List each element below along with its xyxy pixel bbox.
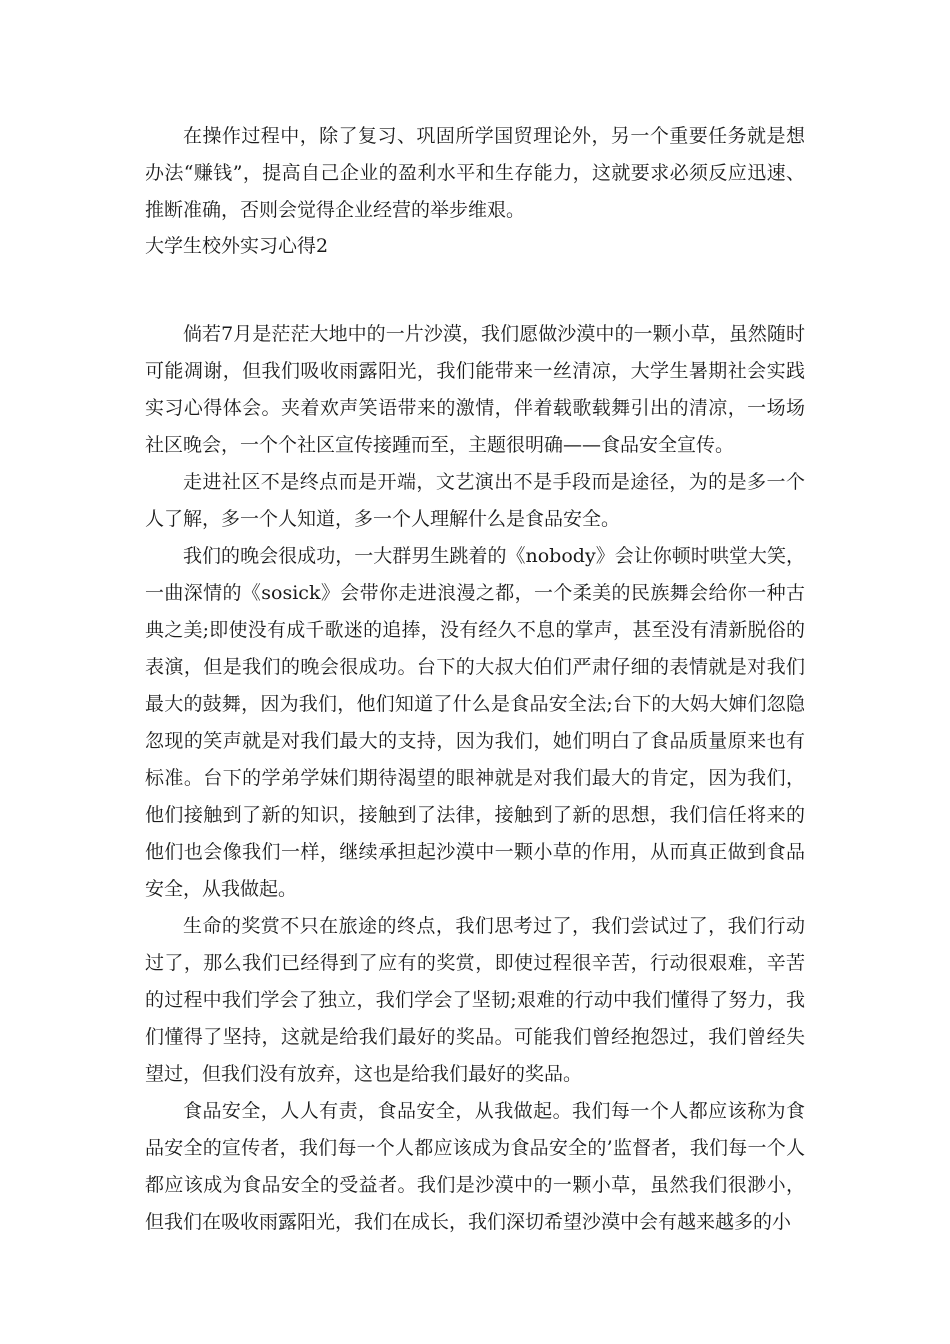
paragraph-1: 倘若7月是茫茫大地中的一片沙漠，我们愿做沙漠中的一颗小草，虽然随时可能凋谢，但我们吸收雨露阳光，我们能带来一丝清凉，大学生暑期社会实践实习心得体会。夹着欢声笑语带来的激情，伴着载歌载舞引出的清凉，一场场社区晚会，一个个社区宣传接踵而至，主题很明确——食品安全宣传。	[145, 323, 805, 456]
paragraph-2: 走进社区不是终点而是开端，文艺演出不是手段而是途径，为的是多一个人了解，多一个人知道，多一个人理解什么是食品安全。	[145, 471, 805, 530]
paragraph-5: 食品安全，人人有责，食品安全，从我做起。我们每一个人都应该称为食品安全的宣传者，我们每一个人都应该成为食品安全的’监督者，我们每一个人都应该成为食品安全的受益者。我们是沙漠中的一颗小草，虽然我们很渺小，但我们在吸收雨露阳光，我们在成长，我们深切希望沙漠中会有越来越多的小	[145, 1100, 805, 1233]
paragraph-4: 生命的奖赏不只在旅途的终点，我们思考过了，我们尝试过了，我们行动过了，那么我们已经得到了应有的奖赏，即使过程很辛苦，行动很艰难，辛苦的过程中我们学会了独立，我们学会了坚韧;艰难的行动中我们懂得了努力，我们懂得了坚持，这就是给我们最好的奖品。可能我们曾经抱怨过，我们曾经失望过，但我们没有放弃，这也是给我们最好的奖品。	[145, 915, 805, 1085]
paragraph-3: 我们的晚会很成功，一大群男生跳着的《nobody》会让你顿时哄堂大笑，一曲深情的《sosick》会带你走进浪漫之都，一个柔美的民族舞会给你一种古典之美;即使没有成千歌迷的追捧，没有经久不息的掌声，甚至没有清新脱俗的表演，但是我们的晚会很成功。台下的大叔大伯们严肃仔细的表情就是对我们最大的鼓舞，因为我们，他们知道了什么是食品安全法;台下的大妈大婶们忽隐忽现的笑声就是对我们最大的支持，因为我们，她们明白了食品质量原来也有标准。台下的学弟学妹们期待渴望的眼神就是对我们最大的肯定，因为我们，他们接触到了新的知识，接触到了法律，接触到了新的思想，我们信任将来的他们也会像我们一样，继续承担起沙漠中一颗小草的作用，从而真正做到食品安全，从我做起。	[145, 545, 805, 900]
document-body	[145, 118, 805, 1241]
paragraph-intro: 在操作过程中，除了复习、巩固所学国贸理论外，另一个重要任务就是想办法“赚钱”，提高自己企业的盈利水平和生存能力，这就要求必须反应迅速、推断准确，否则会觉得企业经营的举步维艰。	[145, 125, 805, 221]
blank-line	[145, 264, 805, 316]
section-title: 大学生校外实习心得2	[145, 235, 329, 257]
